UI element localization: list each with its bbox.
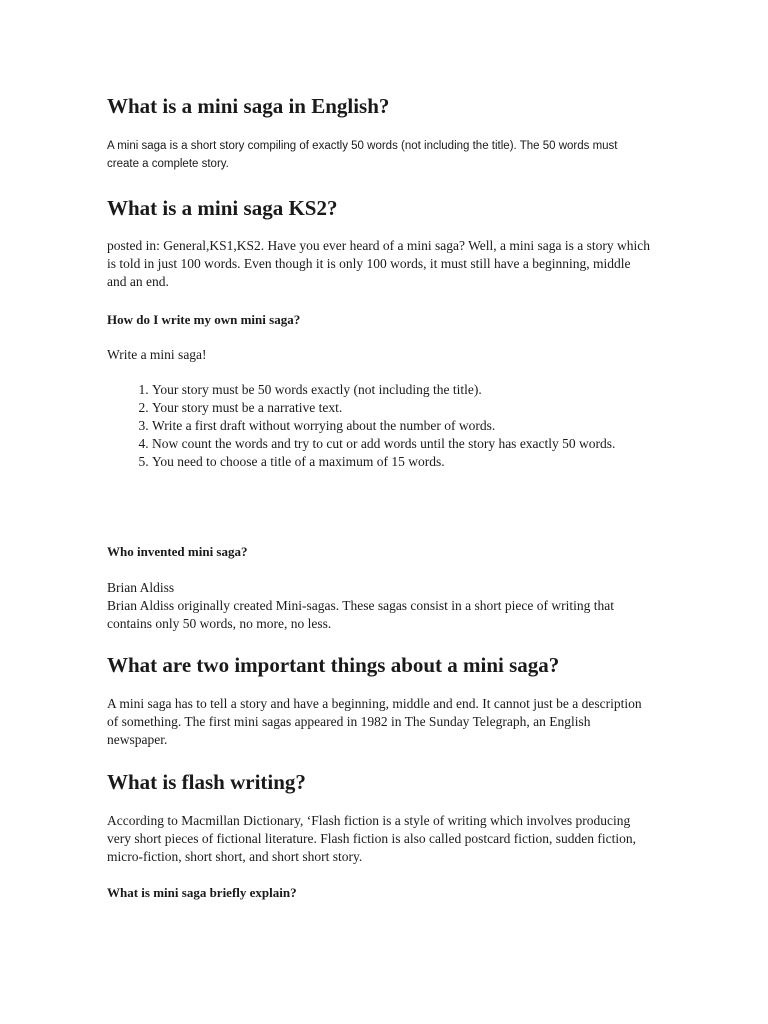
paragraph-mini-saga-ks2: posted in: General,KS1,KS2. Have you ever heard of a mini saga? Well, a mini saga is a story which is told in just 100 words. Even though it is only 100 words, it must still have a beginning, middle and an end. — [107, 238, 651, 289]
paragraph-mini-saga-english: A mini saga is a short story compiling of exactly 50 words (not including the title). The 50 words must create a complete story. — [107, 140, 618, 170]
list-item: 4. Now count the words and try to cut or add words until the story has exactly 50 words. — [152, 435, 652, 453]
list-item: 1. Your story must be 50 words exactly (not including the title). — [152, 381, 652, 399]
steps-list — [107, 381, 652, 471]
heading-who-invented: Who invented mini saga? — [107, 544, 248, 559]
paragraph-invented-body: Brian Aldiss originally created Mini-sagas. These sagas consist in a short piece of writing that contains only 50 words, no more, no less. — [107, 598, 615, 631]
heading-how-to-write: How do I write my own mini saga? — [107, 312, 301, 327]
heading-two-important-things: What are two important things about a mini saga? — [107, 653, 560, 677]
heading-briefly-explain: What is mini saga briefly explain? — [107, 885, 297, 900]
list-item: 3. Write a first draft without worrying about the number of words. — [152, 417, 652, 435]
paragraph-invented-name: Brian Aldiss — [107, 580, 175, 595]
heading-mini-saga-english: What is a mini saga in English? — [107, 94, 390, 118]
paragraph-two-important-things: A mini saga has to tell a story and have a beginning, middle and end. It cannot just be a description of something. The first mini sagas appeared in 1982 in The Sunday Telegraph, an English newspaper. — [107, 696, 642, 747]
paragraph-write-intro: Write a mini saga! — [107, 347, 207, 362]
paragraph-flash-writing: According to Macmillan Dictionary, ‘Flash fiction is a style of writing which involves producing very short pieces of fictional literature. Flash fiction is also called postcard fiction, sudden fiction, micro-fiction, short short, and short short story. — [107, 813, 636, 864]
heading-flash-writing: What is flash writing? — [107, 770, 306, 794]
list-item: 5. You need to choose a title of a maximum of 15 words. — [152, 453, 652, 471]
list-item: 2. Your story must be a narrative text. — [152, 399, 652, 417]
heading-mini-saga-ks2: What is a mini saga KS2? — [107, 196, 338, 220]
